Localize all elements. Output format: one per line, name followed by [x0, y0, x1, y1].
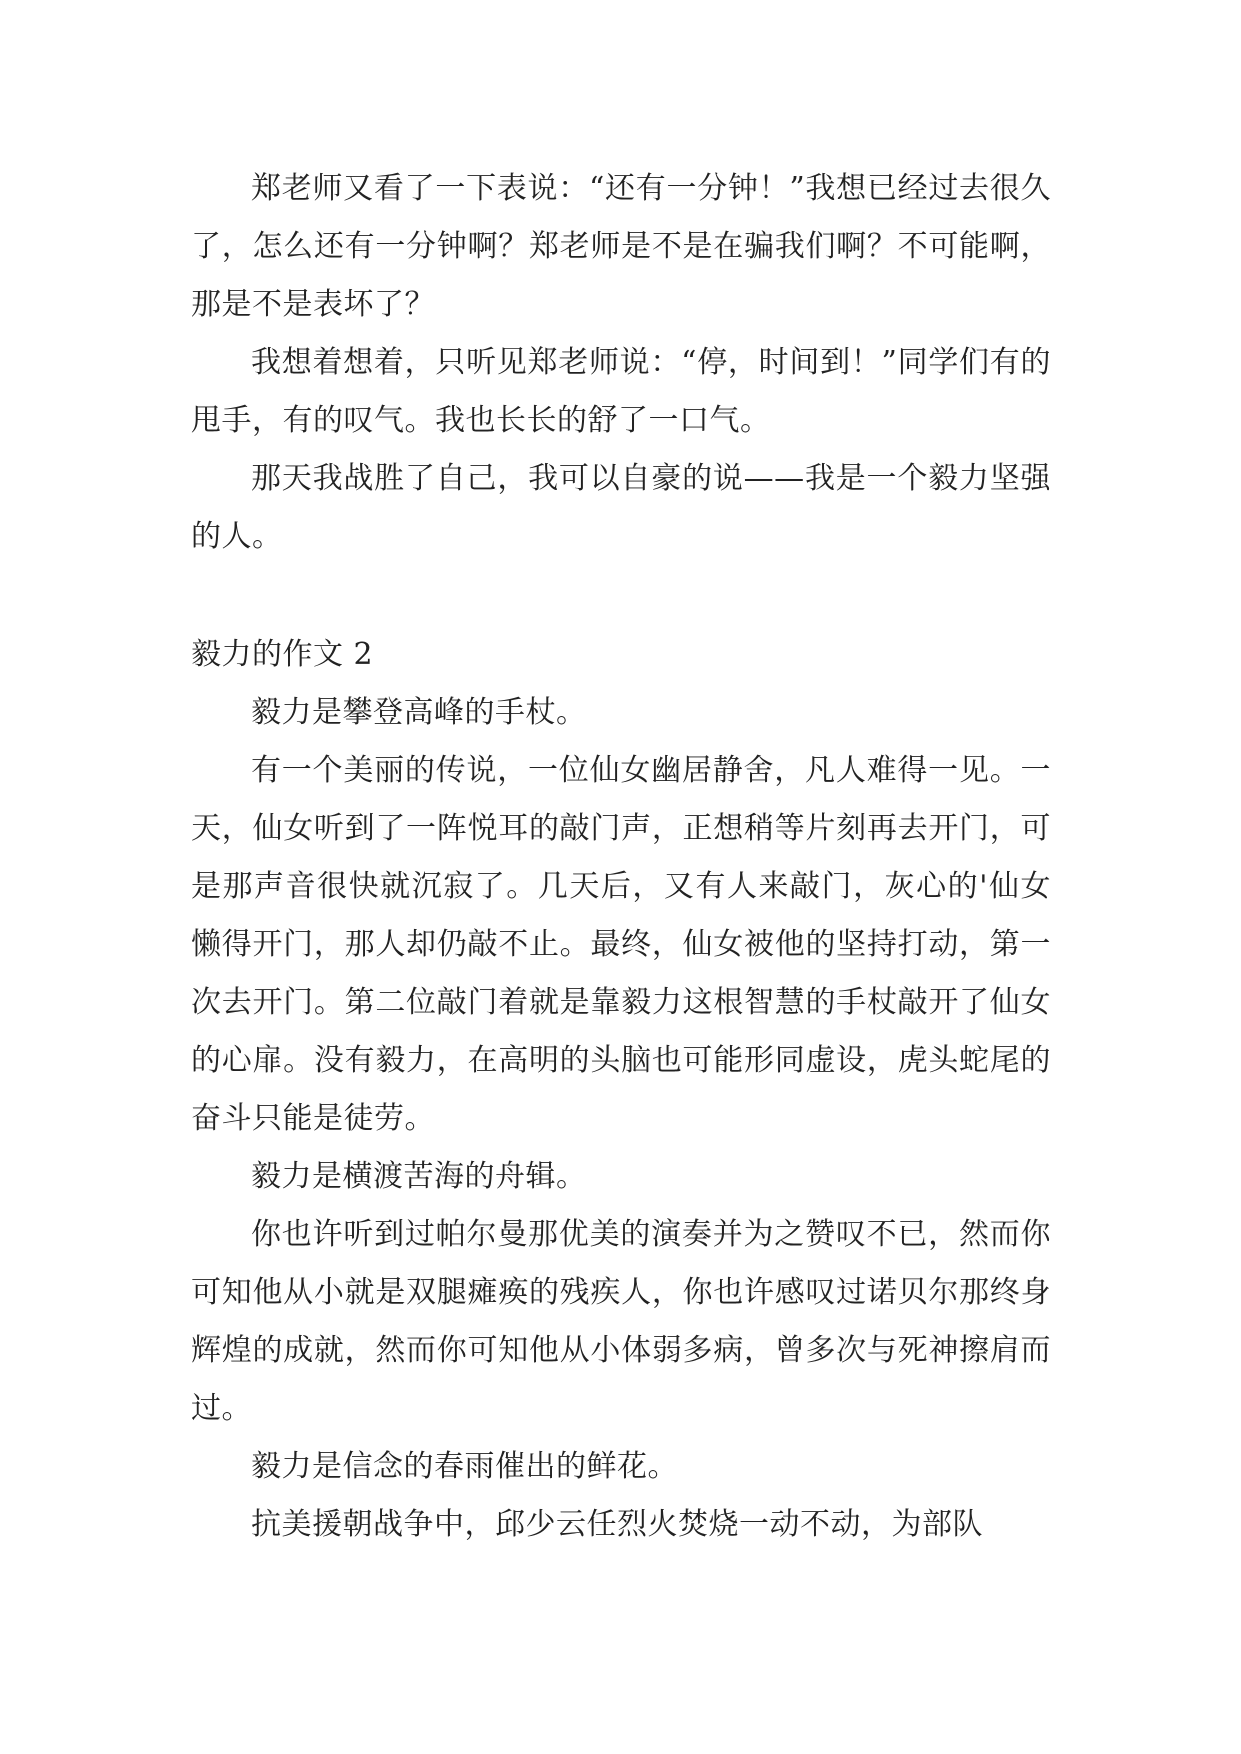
paragraph: 郑老师又看了一下表说：“还有一分钟！”我想已经过去很久了，怎么还有一分钟啊？郑老师是不是在骗我们啊？不可能啊，那是不是表坏了？	[191, 171, 1051, 322]
paragraph: 毅力是横渡苦海的舟辑。	[251, 1159, 587, 1194]
paragraph: 我想着想着，只听见郑老师说：“停，时间到！”同学们有的甩手，有的叹气。我也长长的舒了一口气。	[191, 345, 1051, 438]
paragraph: 毅力是攀登高峰的手杖。	[251, 695, 587, 730]
paragraph: 那天我战胜了自己，我可以自豪的说——我是一个毅力坚强的人。	[191, 461, 1051, 554]
paragraph: 毅力是信念的春雨催出的鲜花。	[251, 1449, 678, 1484]
paragraph: 你也许听到过帕尔曼那优美的演奏并为之赞叹不已，然而你可知他从小就是双腿瘫痪的残疾人，你也许感叹过诺贝尔那终身辉煌的成就，然而你可知他从小体弱多病，曾多次与死神擦肩而过。	[191, 1217, 1051, 1426]
document-page	[191, 160, 1051, 1554]
paragraph: 抗美援朝战争中，邱少云任烈火焚烧一动不动，为部队	[251, 1507, 983, 1542]
section-title: 毅力的作文 2	[191, 637, 374, 672]
paragraph: 有一个美丽的传说，一位仙女幽居静舍，凡人难得一见。一天，仙女听到了一阵悦耳的敲门声，正想稍等片刻再去开门，可是那声音很快就沉寂了。几天后，又有人来敲门，灰心的'仙女懒得开门，那人却仍敲不止。最终，仙女被他的坚持打动，第一次去开门。第二位敲门着就是靠毅力这根智慧的手杖敲开了仙女的心扉。没有毅力，在高明的头脑也可能形同虚设，虎头蛇尾的奋斗只能是徒劳。	[191, 753, 1051, 1136]
